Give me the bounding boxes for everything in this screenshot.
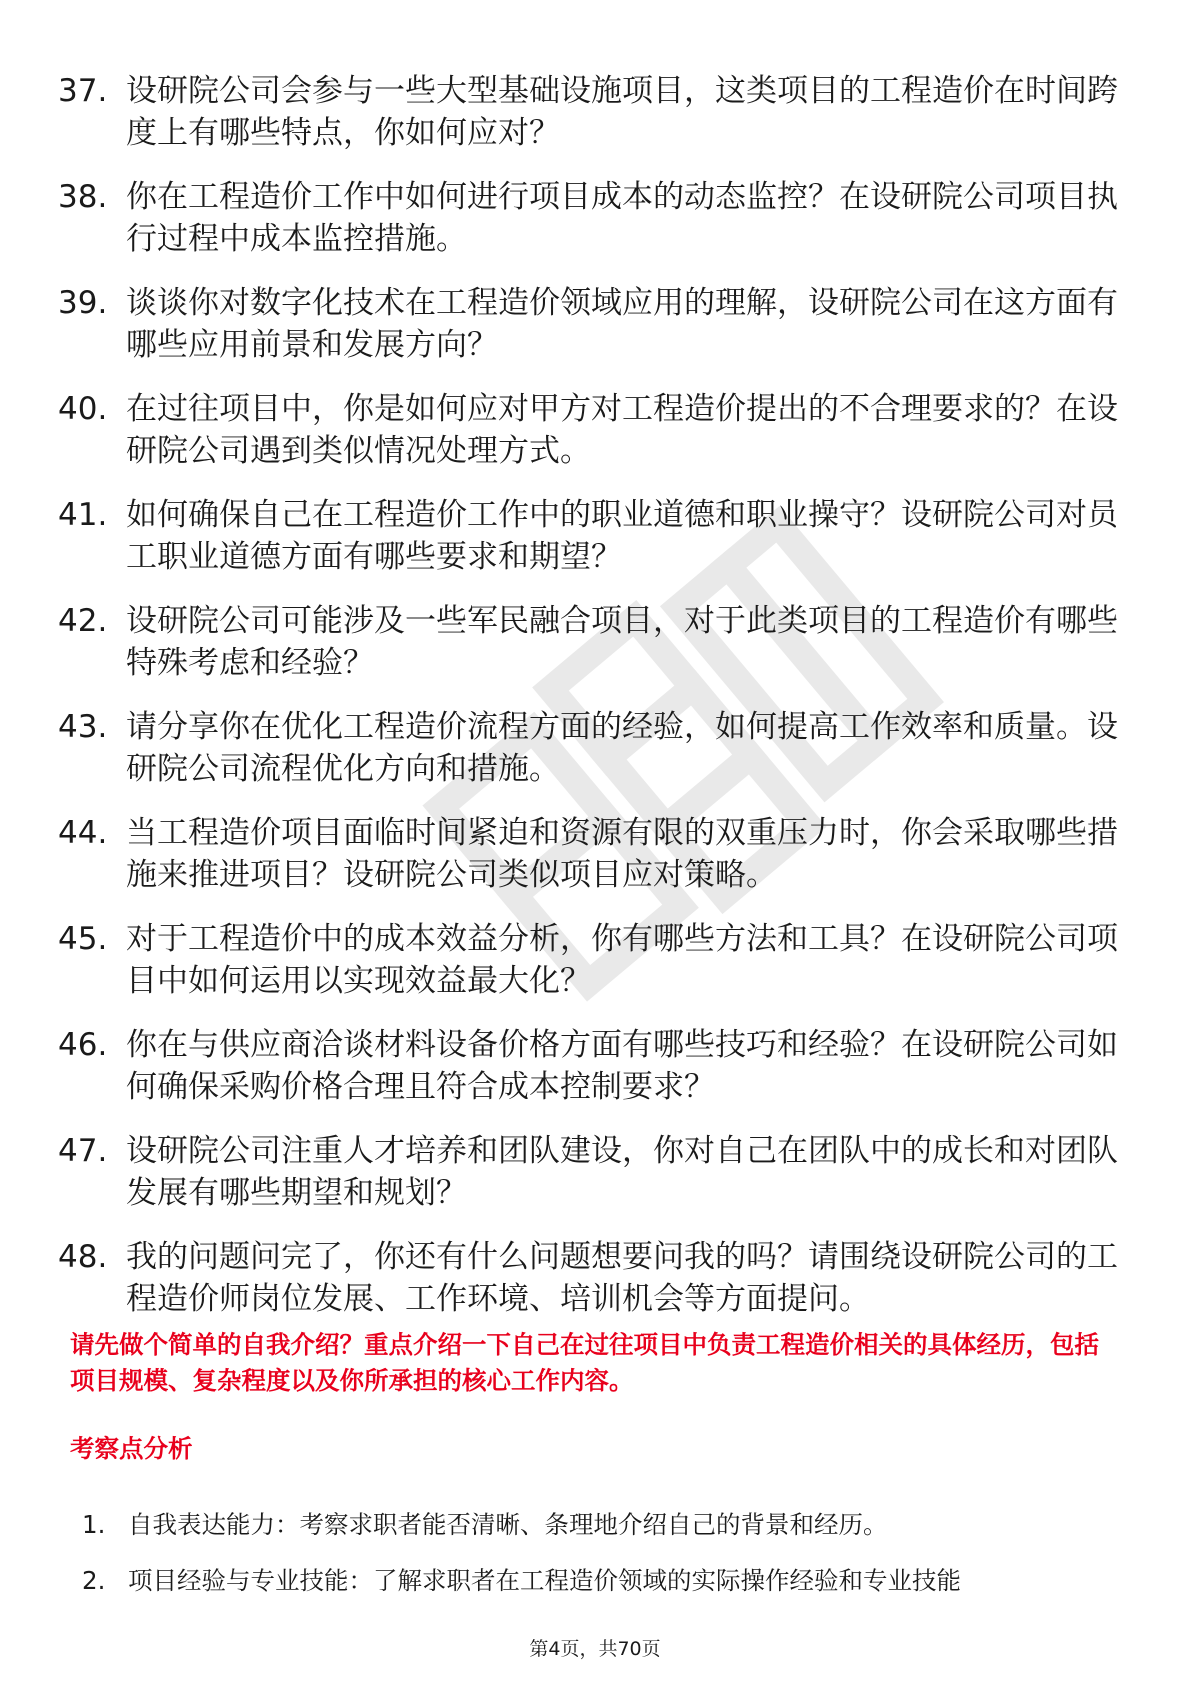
list-item	[58, 918, 1118, 1002]
list-item	[58, 176, 1118, 260]
highlight-question: 请先做个简单的自我介绍？重点介绍一下自己在过往项目中负责工程造价相关的具体经历，包括项目规模、复杂程度以及你所承担的核心工作内容。	[70, 1330, 1099, 1395]
question-text: 我的问题问完了，你还有什么问题想要问我的吗？请围绕设研院公司的工程造价师岗位发展、工作环境、培训机会等方面提问。	[126, 1239, 1118, 1317]
question-text: 设研院公司可能涉及一些军民融合项目，对于此类项目的工程造价有哪些特殊考虑和经验？	[126, 603, 1118, 681]
point-text: 项目经验与专业技能：了解求职者在工程造价领域的实际操作经验和专业技能	[128, 1566, 961, 1595]
question-number: 37.	[58, 73, 108, 109]
list-item	[58, 812, 1118, 896]
list-item	[58, 600, 1118, 684]
question-text: 请分享你在优化工程造价流程方面的经验，如何提高工作效率和质量。设研院公司流程优化方向和措施。	[126, 709, 1118, 787]
question-text: 对于工程造价中的成本效益分析，你有哪些方法和工具？在设研院公司项目中如何运用以实现效益最大化？	[126, 921, 1118, 999]
question-text: 设研院公司注重人才培养和团队建设，你对自己在团队中的成长和对团队发展有哪些期望和规划？	[126, 1133, 1118, 1211]
point-number: 2.	[82, 1566, 106, 1595]
question-number: 45.	[58, 921, 108, 957]
question-number: 44.	[58, 815, 108, 851]
question-text: 设研院公司会参与一些大型基础设施项目，这类项目的工程造价在时间跨度上有哪些特点，你如何应对？	[126, 73, 1118, 151]
question-number: 46.	[58, 1027, 108, 1063]
question-text: 你在与供应商洽谈材料设备价格方面有哪些技巧和经验？在设研院公司如何确保采购价格合理且符合成本控制要求？	[126, 1027, 1118, 1105]
question-number: 42.	[58, 603, 108, 639]
question-text: 如何确保自己在工程造价工作中的职业道德和职业操守？设研院公司对员工职业道德方面有哪些要求和期望？	[126, 497, 1118, 575]
list-item	[58, 1024, 1118, 1108]
list-item	[82, 1564, 1142, 1598]
question-number: 47.	[58, 1133, 108, 1169]
list-item	[58, 1130, 1118, 1214]
question-text: 谈谈你对数字化技术在工程造价领域应用的理解，设研院公司在这方面有哪些应用前景和发展方向？	[126, 285, 1118, 363]
question-list	[58, 70, 1118, 1342]
question-text: 你在工程造价工作中如何进行项目成本的动态监控？在设研院公司项目执行过程中成本监控措施。	[126, 179, 1118, 257]
question-number: 40.	[58, 391, 108, 427]
list-item	[58, 706, 1118, 790]
point-number: 1.	[82, 1510, 106, 1539]
list-item	[58, 388, 1118, 472]
question-number: 41.	[58, 497, 108, 533]
point-text: 自我表达能力：考察求职者能否清晰、条理地介绍自己的背景和经历。	[128, 1510, 888, 1539]
page-number-footer: 第4页，共70页	[529, 1638, 661, 1660]
list-item	[58, 70, 1118, 154]
list-item	[58, 1236, 1118, 1320]
list-item	[82, 1508, 1142, 1542]
question-number: 39.	[58, 285, 108, 321]
question-number: 43.	[58, 709, 108, 745]
question-number: 48.	[58, 1239, 108, 1275]
analysis-heading: 考察点分析	[70, 1434, 193, 1463]
analysis-point-list	[82, 1508, 1142, 1620]
question-text: 当工程造价项目面临时间紧迫和资源有限的双重压力时，你会采取哪些措施来推进项目？设研院公司类似项目应对策略。	[126, 815, 1118, 893]
list-item	[58, 494, 1118, 578]
question-number: 38.	[58, 179, 108, 215]
list-item	[58, 282, 1118, 366]
question-text: 在过往项目中，你是如何应对甲方对工程造价提出的不合理要求的？在设研院公司遇到类似情况处理方式。	[126, 391, 1118, 469]
